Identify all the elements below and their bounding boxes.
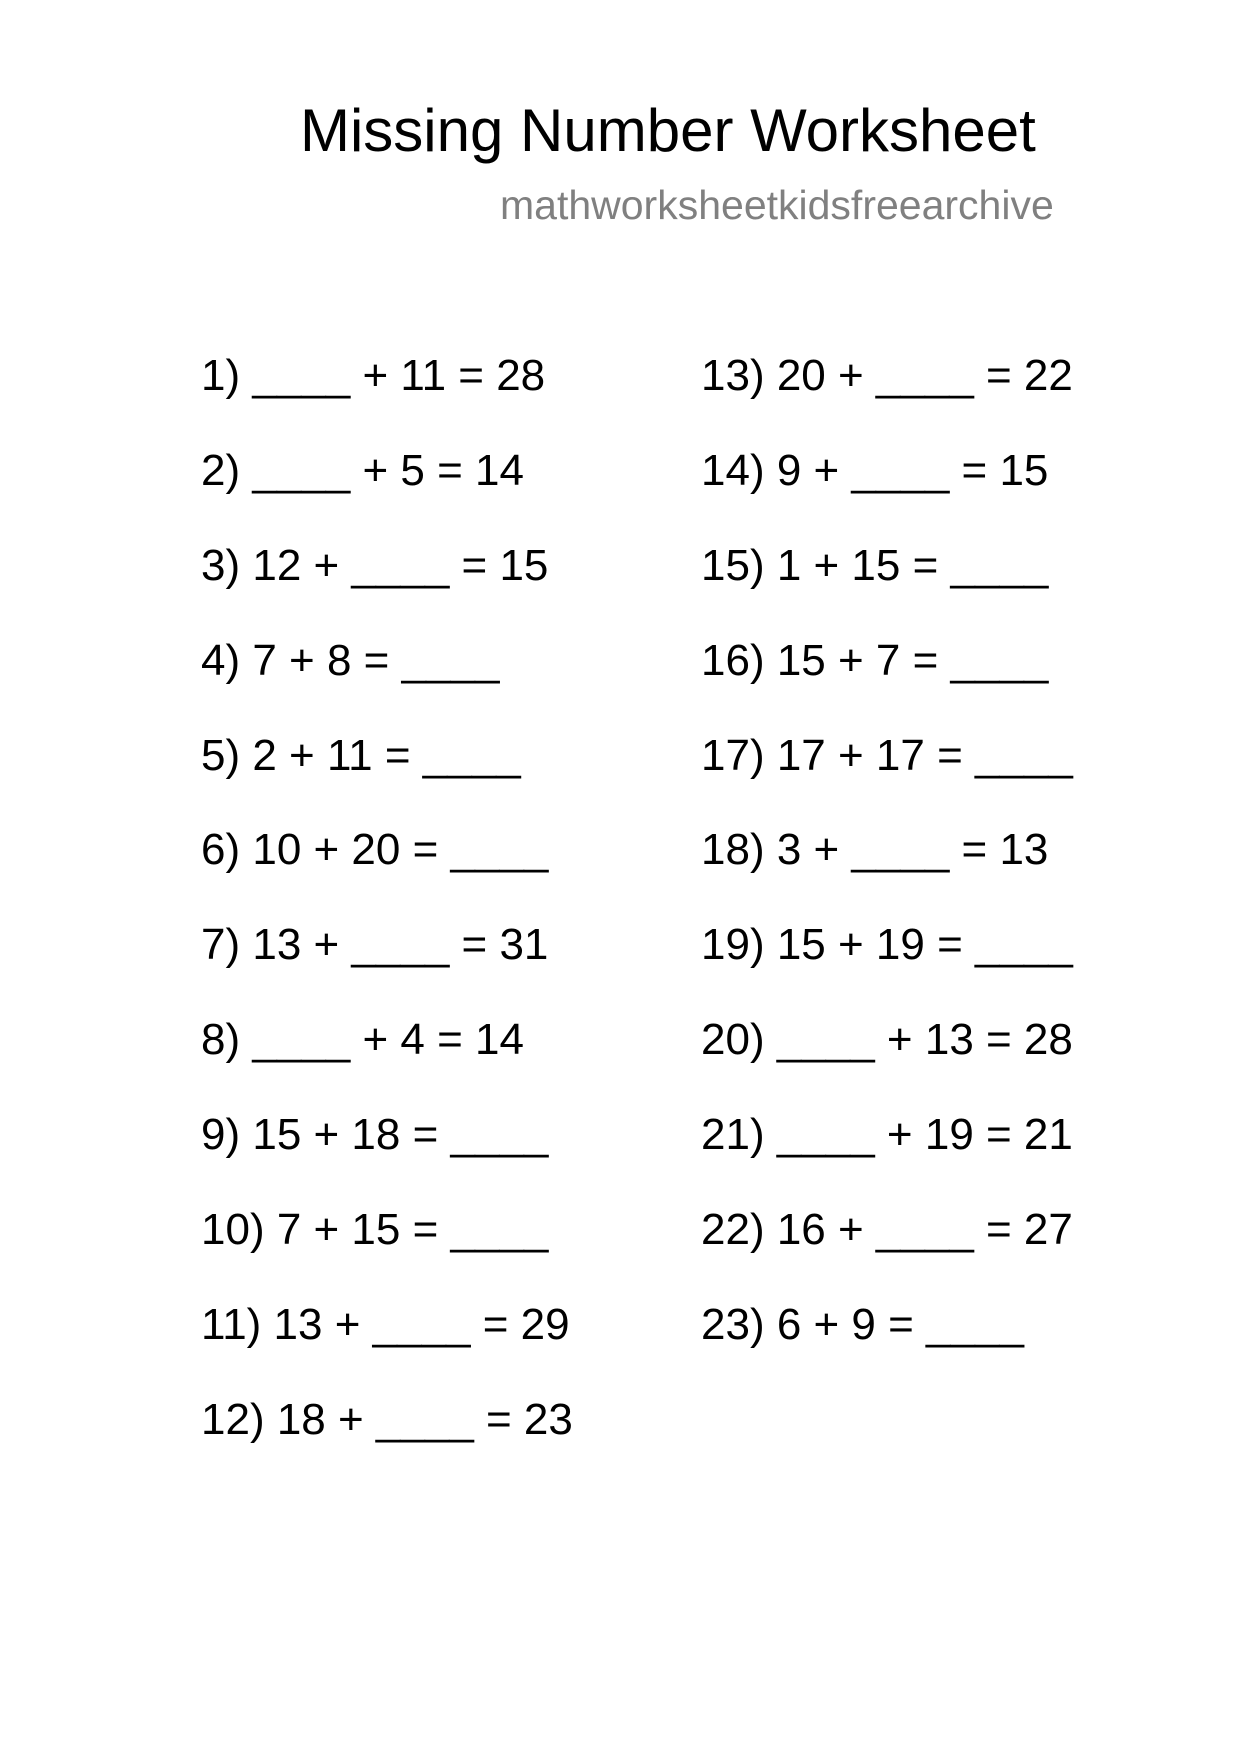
problem-item: 12) 18 + ____ = 23 (201, 1394, 573, 1444)
problem-item: 8) ____ + 4 = 14 (201, 1015, 524, 1065)
problem-item: 15) 1 + 15 = ____ (701, 540, 1049, 590)
problem-item: 1) ____ + 11 = 28 (201, 351, 546, 400)
problem-item: 17) 17 + 17 = ____ (701, 730, 1073, 780)
problem-item: 16) 15 + 7 = ____ (701, 635, 1049, 685)
problem-item: 23) 6 + 9 = ____ (701, 1299, 1024, 1349)
problem-item: 10) 7 + 15 = ____ (201, 1205, 549, 1255)
problem-item: 20) ____ + 13 = 28 (701, 1015, 1073, 1065)
worksheet-source: mathworksheetkidsfreearchive (500, 182, 1054, 228)
problems-column-right (701, 350, 1073, 1394)
problem-item: 5) 2 + 11 = ____ (201, 730, 521, 780)
problem-item: 4) 7 + 8 = ____ (201, 635, 500, 685)
problem-item: 13) 20 + ____ = 22 (701, 351, 1073, 400)
problem-item: 21) ____ + 19 = 21 (701, 1110, 1073, 1160)
problem-item: 18) 3 + ____ = 13 (701, 825, 1049, 875)
problems-column-left (201, 350, 573, 1489)
problem-item: 14) 9 + ____ = 15 (701, 445, 1049, 495)
problem-item: 7) 13 + ____ = 31 (201, 920, 549, 970)
problem-item: 11) 13 + ____ = 29 (201, 1299, 570, 1349)
problem-item: 2) ____ + 5 = 14 (201, 445, 524, 495)
problem-item: 22) 16 + ____ = 27 (701, 1205, 1073, 1255)
problem-item: 9) 15 + 18 = ____ (201, 1110, 549, 1160)
problem-item: 3) 12 + ____ = 15 (201, 540, 549, 590)
worksheet-title: Missing Number Worksheet (300, 97, 1036, 164)
problem-item: 6) 10 + 20 = ____ (201, 825, 549, 875)
problem-item: 19) 15 + 19 = ____ (701, 920, 1073, 970)
